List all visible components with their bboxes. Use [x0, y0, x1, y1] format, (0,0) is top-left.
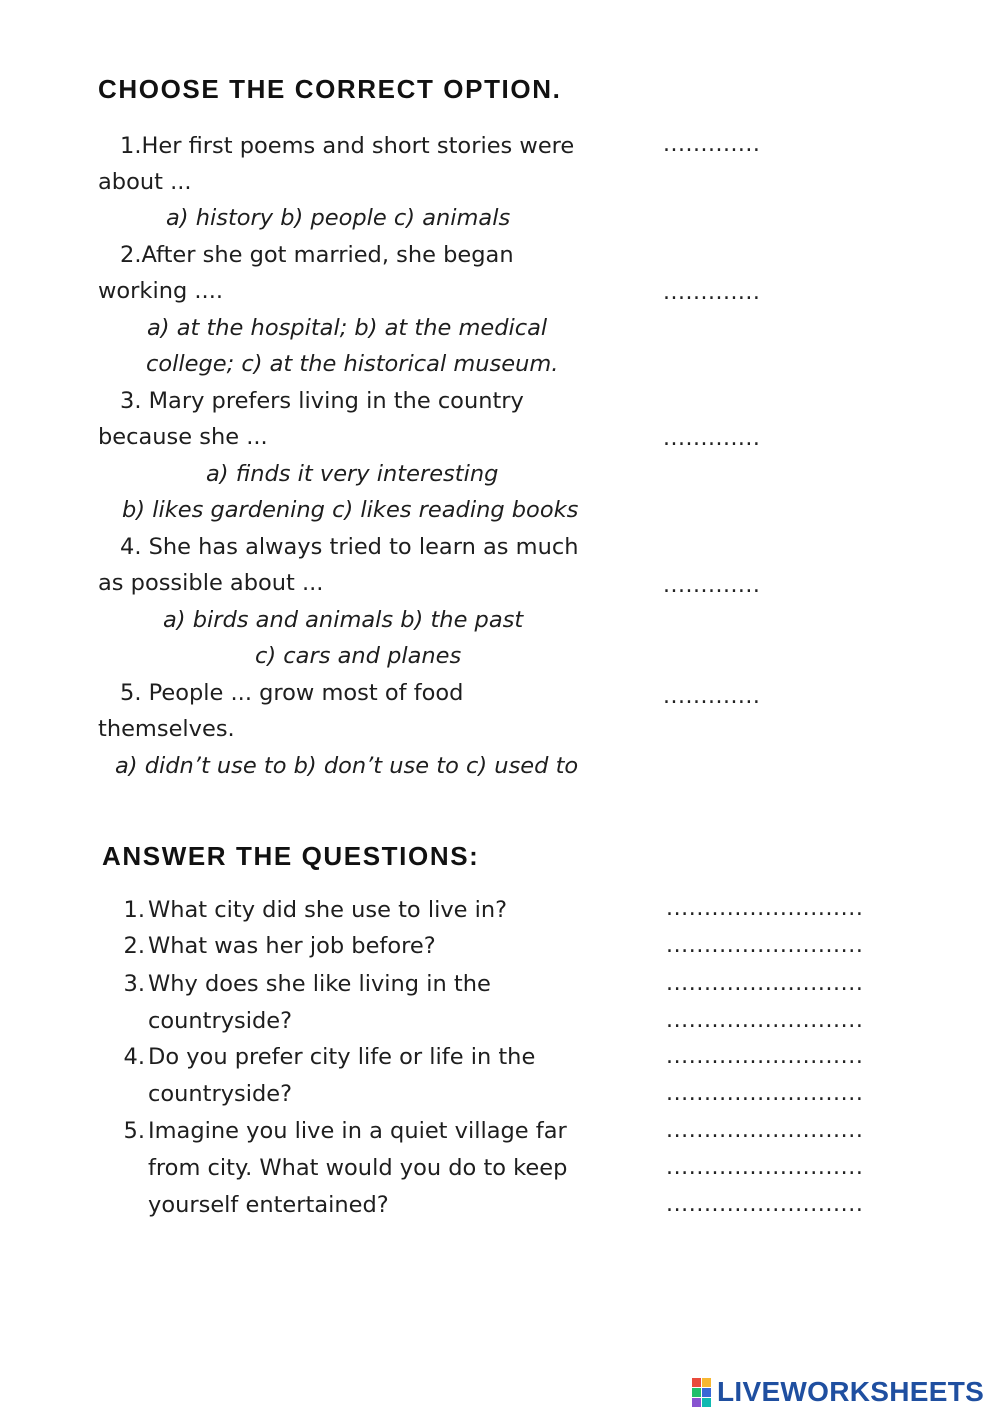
open-question-3-text-line-2: countryside? [148, 1008, 293, 1034]
logo-square [692, 1398, 701, 1407]
open-question-5-text-line-3: yourself entertained? [148, 1192, 389, 1218]
question-2-options-1: a) at the hospital; b) at the medical [147, 315, 548, 341]
question-4-options-1: a) birds and animals b) the past [163, 607, 524, 633]
question-4-answer-blank[interactable]: ............. [663, 573, 761, 598]
logo-square [692, 1378, 701, 1387]
question-1-options: a) history b) people c) animals [166, 205, 511, 231]
question-1-line-1: 1.Her first poems and short stories were [120, 133, 575, 159]
question-5-line-2: themselves. [98, 716, 235, 742]
question-2-options-2: college; c) at the historical museum. [146, 351, 559, 377]
liveworksheets-logo[interactable] [692, 1372, 984, 1412]
open-question-2-text: What was her job before? [148, 933, 436, 959]
section-title-choose-option: CHOOSE THE CORRECT OPTION. [98, 74, 562, 104]
question-3-line-1: 3. Mary prefers living in the country [120, 388, 524, 414]
open-question-5-text-line-1: Imagine you live in a quiet village far [148, 1118, 567, 1144]
question-2-line-2: working .... [98, 278, 224, 304]
question-3-line-2: because she ... [98, 424, 268, 450]
open-question-5-answer-line-1[interactable]: .......................... [666, 1118, 864, 1143]
open-question-5-text-line-2: from city. What would you do to keep [148, 1155, 568, 1181]
logo-square [702, 1388, 711, 1397]
open-question-4-answer-line-2[interactable]: .......................... [666, 1081, 864, 1106]
logo-square [702, 1378, 711, 1387]
open-question-5-answer-line-3[interactable]: .......................... [666, 1192, 864, 1217]
section-title-answer-questions: ANSWER THE QUESTIONS: [102, 841, 480, 871]
open-question-3-answer-line-2[interactable]: .......................... [666, 1008, 864, 1033]
question-5-line-1: 5. People ... grow most of food [120, 680, 464, 706]
question-2-answer-blank[interactable]: ............. [663, 280, 761, 305]
open-question-5-answer-line-2[interactable]: .......................... [666, 1155, 864, 1180]
open-question-4-answer-line-1[interactable]: .......................... [666, 1044, 864, 1069]
open-question-2-number: 2. [123, 933, 145, 959]
logo-square [702, 1398, 711, 1407]
logo-square [692, 1388, 701, 1397]
open-question-4-text-line-2: countryside? [148, 1081, 293, 1107]
question-3-options-1: a) finds it very interesting [206, 461, 499, 487]
question-5-options: a) didn’t use to b) don’t use to c) used to [115, 753, 579, 779]
open-question-2-answer-line[interactable]: .......................... [666, 933, 864, 958]
open-question-1-number: 1. [123, 897, 145, 923]
open-question-1-text: What city did she use to live in? [148, 897, 508, 923]
question-4-line-1: 4. She has always tried to learn as much [120, 534, 579, 560]
question-4-options-2: c) cars and planes [255, 643, 462, 669]
open-question-3-number: 3. [123, 971, 145, 997]
open-question-1-answer-line[interactable]: .......................... [666, 896, 864, 921]
open-question-4-text-line-1: Do you prefer city life or life in the [148, 1044, 536, 1070]
open-question-4-number: 4. [123, 1044, 145, 1070]
question-2-line-1: 2.After she got married, she began [120, 242, 514, 268]
open-question-5-number: 5. [123, 1118, 145, 1144]
question-1-line-2: about ... [98, 169, 192, 195]
question-5-answer-blank[interactable]: ............. [663, 684, 761, 709]
question-3-answer-blank[interactable]: ............. [663, 426, 761, 451]
question-1-answer-blank[interactable]: ............. [663, 132, 761, 157]
logo-text: LIVEWORKSHEETS [717, 1376, 985, 1407]
logo-grid-icon [692, 1378, 711, 1407]
open-question-3-text-line-1: Why does she like living in the [148, 971, 491, 997]
question-4-line-2: as possible about ... [98, 570, 324, 596]
open-question-3-answer-line-1[interactable]: .......................... [666, 971, 864, 996]
question-3-options-2: b) likes gardening c) likes reading books [122, 497, 579, 523]
